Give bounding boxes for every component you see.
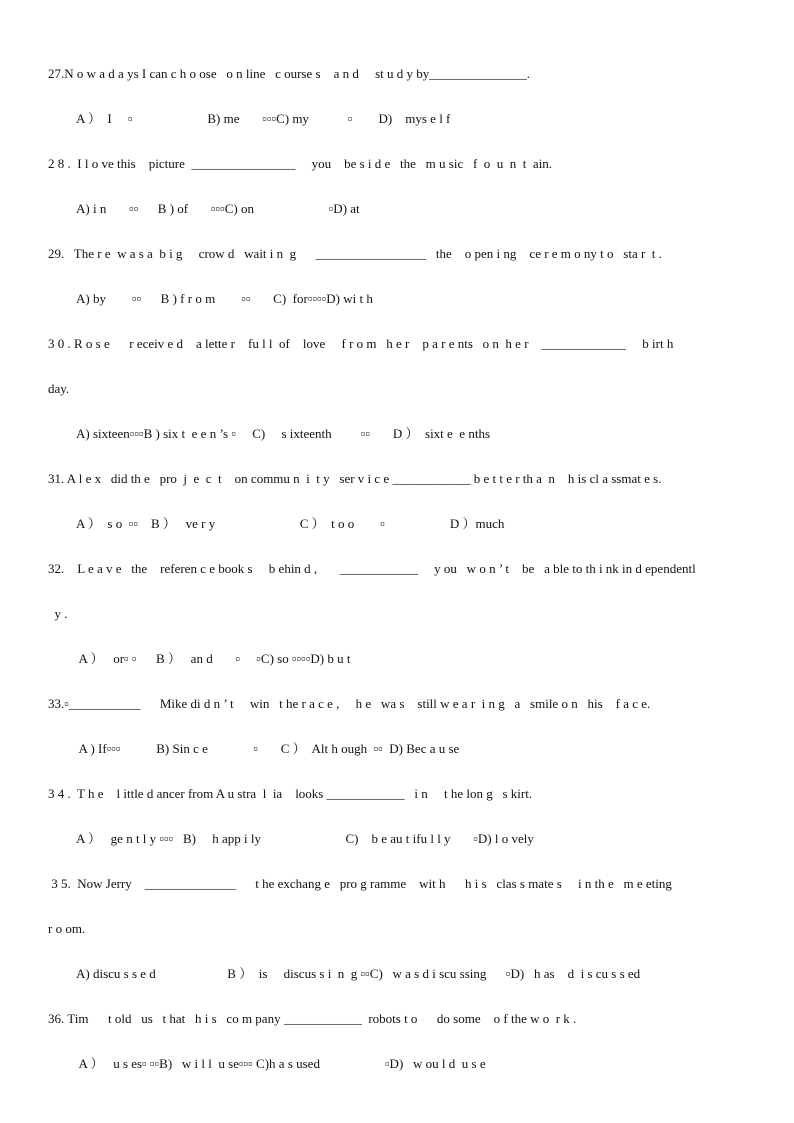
question-stem: I l o ve this picture ________________ you be s i d e the m u sic f o u n t ain. [70,156,553,171]
question-27: 27.N o w a d a ys I can c h o ose o n line c ourse s a n d st u d y by_______________. [48,66,531,81]
question-34-options: A ） ge n t l y ▫▫▫ B) h app i ly C) b e au t ifu l l y ▫D) l o vely [76,831,534,846]
question-33: 33.▫___________ Mike di d n ’ t win t he r a c e , h e wa s still w e a r i n g a smile o n his f a c e. [48,696,651,711]
question-35: 3 5. Now Jerry ______________ t he exchang e pro g ramme wit h h i s clas s mate s i n th e m e eting [48,876,672,891]
question-27-options: A ） I ▫ B) me ▫▫▫C) my ▫ D) mys e l f [76,111,451,126]
question-29: 29. The r e w a s a b i g crow d wait i n g _________________ the o pen i ng ce r e m o ny t o sta r t . [48,246,662,261]
question-28-options: A) i n ▫▫ B ) of ▫▫▫C) on ▫D) at [76,201,360,216]
question-stem: A l e x did th e pro j e c t on commu n i t y ser v i c e ____________ b e t t e r th a n h is cl a ssmat e s. [64,471,662,486]
question-stem: T h e l ittle d ancer from A u stra l ia looks ____________ i n t he lon g s kirt. [70,786,533,801]
question-31-options: A ） s o ▫▫ B ） ve r y C ） t o o ▫ D ）much [76,516,505,531]
question-31: 31. A l e x did th e pro j e c t on commu n i t y ser v i c e ____________ b e t t e r th a n h is cl a ssmat e s. [48,471,662,486]
question-stem: The r e w a s a b i g crow d wait i n g _________________ the o pen i ng ce r e m o ny t o sta r t . [64,246,662,261]
question-stem: ▫___________ Mike di d n ’ t win t he r a c e , h e wa s still w e a r i n g a smile o n his f a c e. [64,696,651,711]
question-30-options: A) sixteen▫▫▫B ) six t e e n ’s ▫ C) s ixteenth ▫▫ D ） sixt e e nths [76,426,491,441]
question-34: 3 4 . T h e l ittle d ancer from A u stra l ia looks ____________ i n t he lon g s kirt. [48,786,533,801]
question-35-options: A) discu s s e d B ） is discus s i n g ▫▫C) w a s d i scu ssing ▫D) h as d i s cu s s ed [76,966,641,981]
question-stem: N o w a d a ys I can c h o ose o n line c ourse s a n d st u d y by_______________. [64,66,531,81]
question-28: 2 8 . I l o ve this picture ________________ you be s i d e the m u sic f o u n t ain. [48,156,553,171]
question-stem: Tim t old us t hat h i s co m pany ____________ robots t o do some o f the w o r k . [64,1011,577,1026]
question-stem: R o s e r eceiv e d a lette r fu l l of love f r o m h e r p a r e nts o n h e r _____________ b irt h [70,336,674,351]
question-36-options: A ） u s es▫ ▫▫B) w i l l u se▫▫▫ C)h a s used ▫D) w ou l d u s e [76,1056,486,1071]
question-stem: L e a v e the referen c e book s b ehin d , ____________ y ou w o n ’ t be a ble to th i nk in d ependentl [64,561,696,576]
question-32: 32. L e a v e the referen c e book s b ehin d , ____________ y ou w o n ’ t be a ble to th i nk in d ependentl [48,561,696,576]
question-36: 36. Tim t old us t hat h i s co m pany ____________ robots t o do some o f the w o r k . [48,1011,577,1026]
question-33-options: A ) If▫▫▫ B) Sin c e ▫ C ） Alt h ough ▫▫ D) Bec a u se [76,741,460,756]
question-32-options: A ） or▫ ▫ B ） an d ▫ ▫C) so ▫▫▫▫D) b u t [76,651,351,666]
question-32-continued: y . [48,606,68,621]
question-30-continued: day. [48,381,70,396]
question-29-options: A) by ▫▫ B ) f r o m ▫▫ C) for▫▫▫▫D) wi t h [76,291,373,306]
question-30: 3 0 . R o s e r eceiv e d a lette r fu l l of love f r o m h e r p a r e nts o n h e r _____________ b irt h [48,336,674,351]
question-35-continued: r o om. [48,921,86,936]
question-stem: Now Jerry ______________ t he exchang e pro g ramme wit h h i s clas s mate s i n th e m e eting [70,876,672,891]
